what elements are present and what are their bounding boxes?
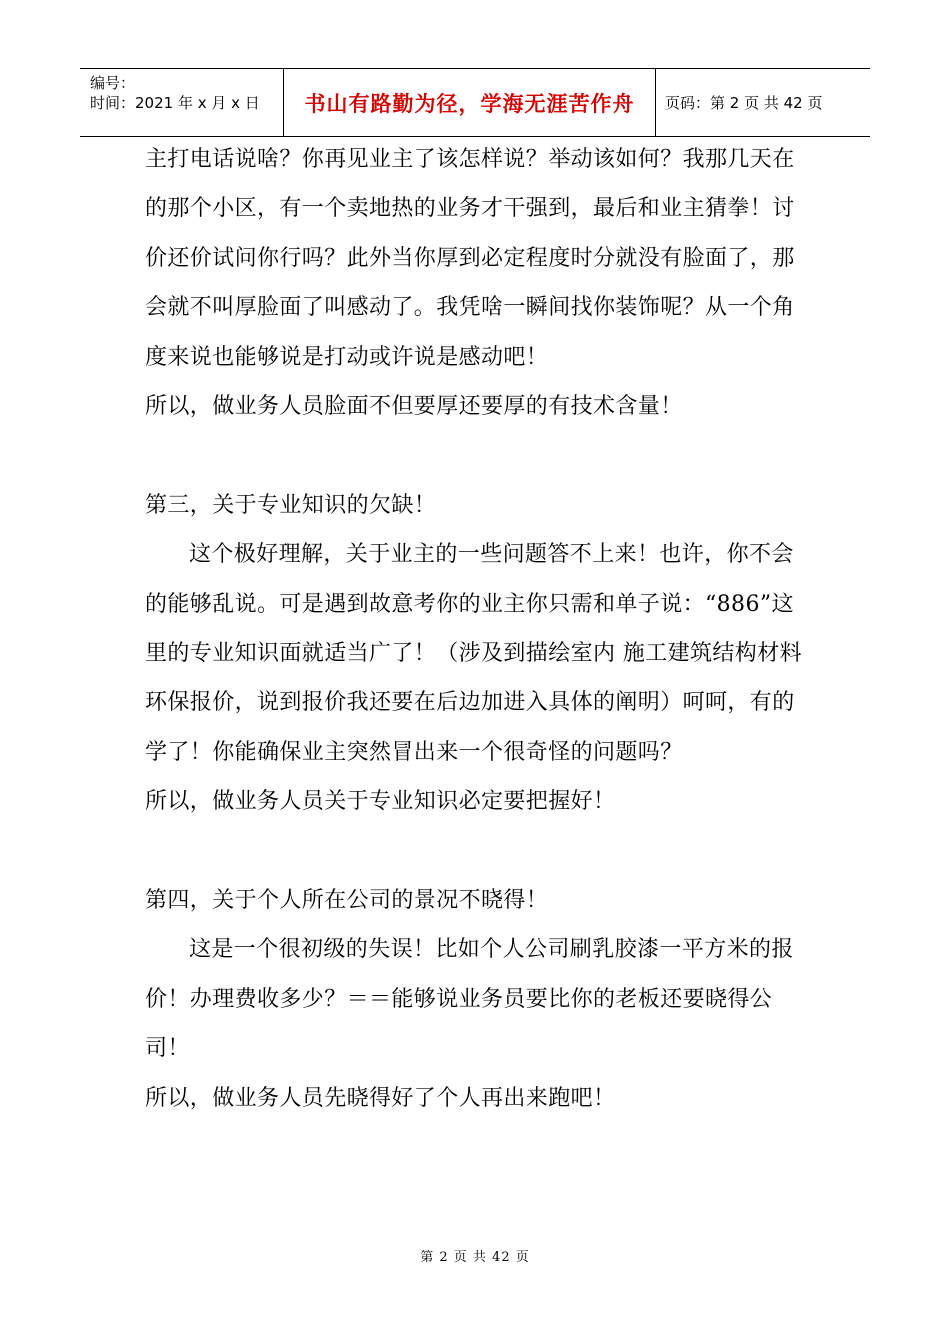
paragraph: 这是一个很初级的失误！比如个人公司刷乳胶漆一平方米的报价！办理费收多少？＝＝能够说业务员要比你的老板还要晓得公司！ [145, 937, 794, 1062]
paragraph-conclusion: 所以，做业务人员先晓得好了个人再出来跑吧！ [145, 1085, 616, 1111]
header-meta [80, 69, 284, 136]
document-body [145, 135, 810, 1123]
paragraph-gap [145, 827, 810, 876]
paragraph: 主打电话说啥？你再见业主了该怎样说？举动该如何？我那几天在的那个小区，有一个卖地热的业务才干强到，最后和业主猜拳！讨价还价试问你行吗？此外当你厚到必定程度时分就没有脸面了，那会就不叫厚脸面了叫感动了。我凭啥一瞬间找你装饰呢？从一个角度来说也能够说是打动或许说是感动吧！ [145, 147, 795, 370]
section-heading: 第四，关于个人所在公司的景况不晓得！ [145, 888, 549, 914]
page-header [80, 68, 870, 137]
section-heading: 第三，关于专业知识的欠缺！ [145, 492, 437, 518]
document-number-label: 编号： [90, 74, 136, 92]
header-motto: 书山有路勤为径，学海无涯苦作舟 [284, 69, 656, 136]
paragraph-conclusion: 所以，做业务人员关于专业知识必定要把握好！ [145, 789, 616, 815]
paragraph-conclusion: 所以，做业务人员脸面不但要厚还要厚的有技术含量！ [145, 394, 683, 420]
page-footer: 第 2 页 共 42 页 [420, 1250, 530, 1265]
document-date: 时间：2021 年 x 月 x 日 [90, 94, 260, 112]
paragraph-gap [145, 431, 810, 480]
header-page-info: 页码：第 2 页 共 42 页 [665, 94, 823, 112]
paragraph: 这个极好理解，关于业主的一些问题答不上来！也许，你不会的能够乱说。可是遇到故意考你的业主你只需和单子说：“886”这里的专业知识面就适当广了！（涉及到描绘室内 施工建筑结构材料环保报价，说到报价我还要在后边加进入具体的阐明）呵呵，有的学了！你能确保业主突然冒出来一个很奇怪的问题吗？ [145, 542, 802, 765]
